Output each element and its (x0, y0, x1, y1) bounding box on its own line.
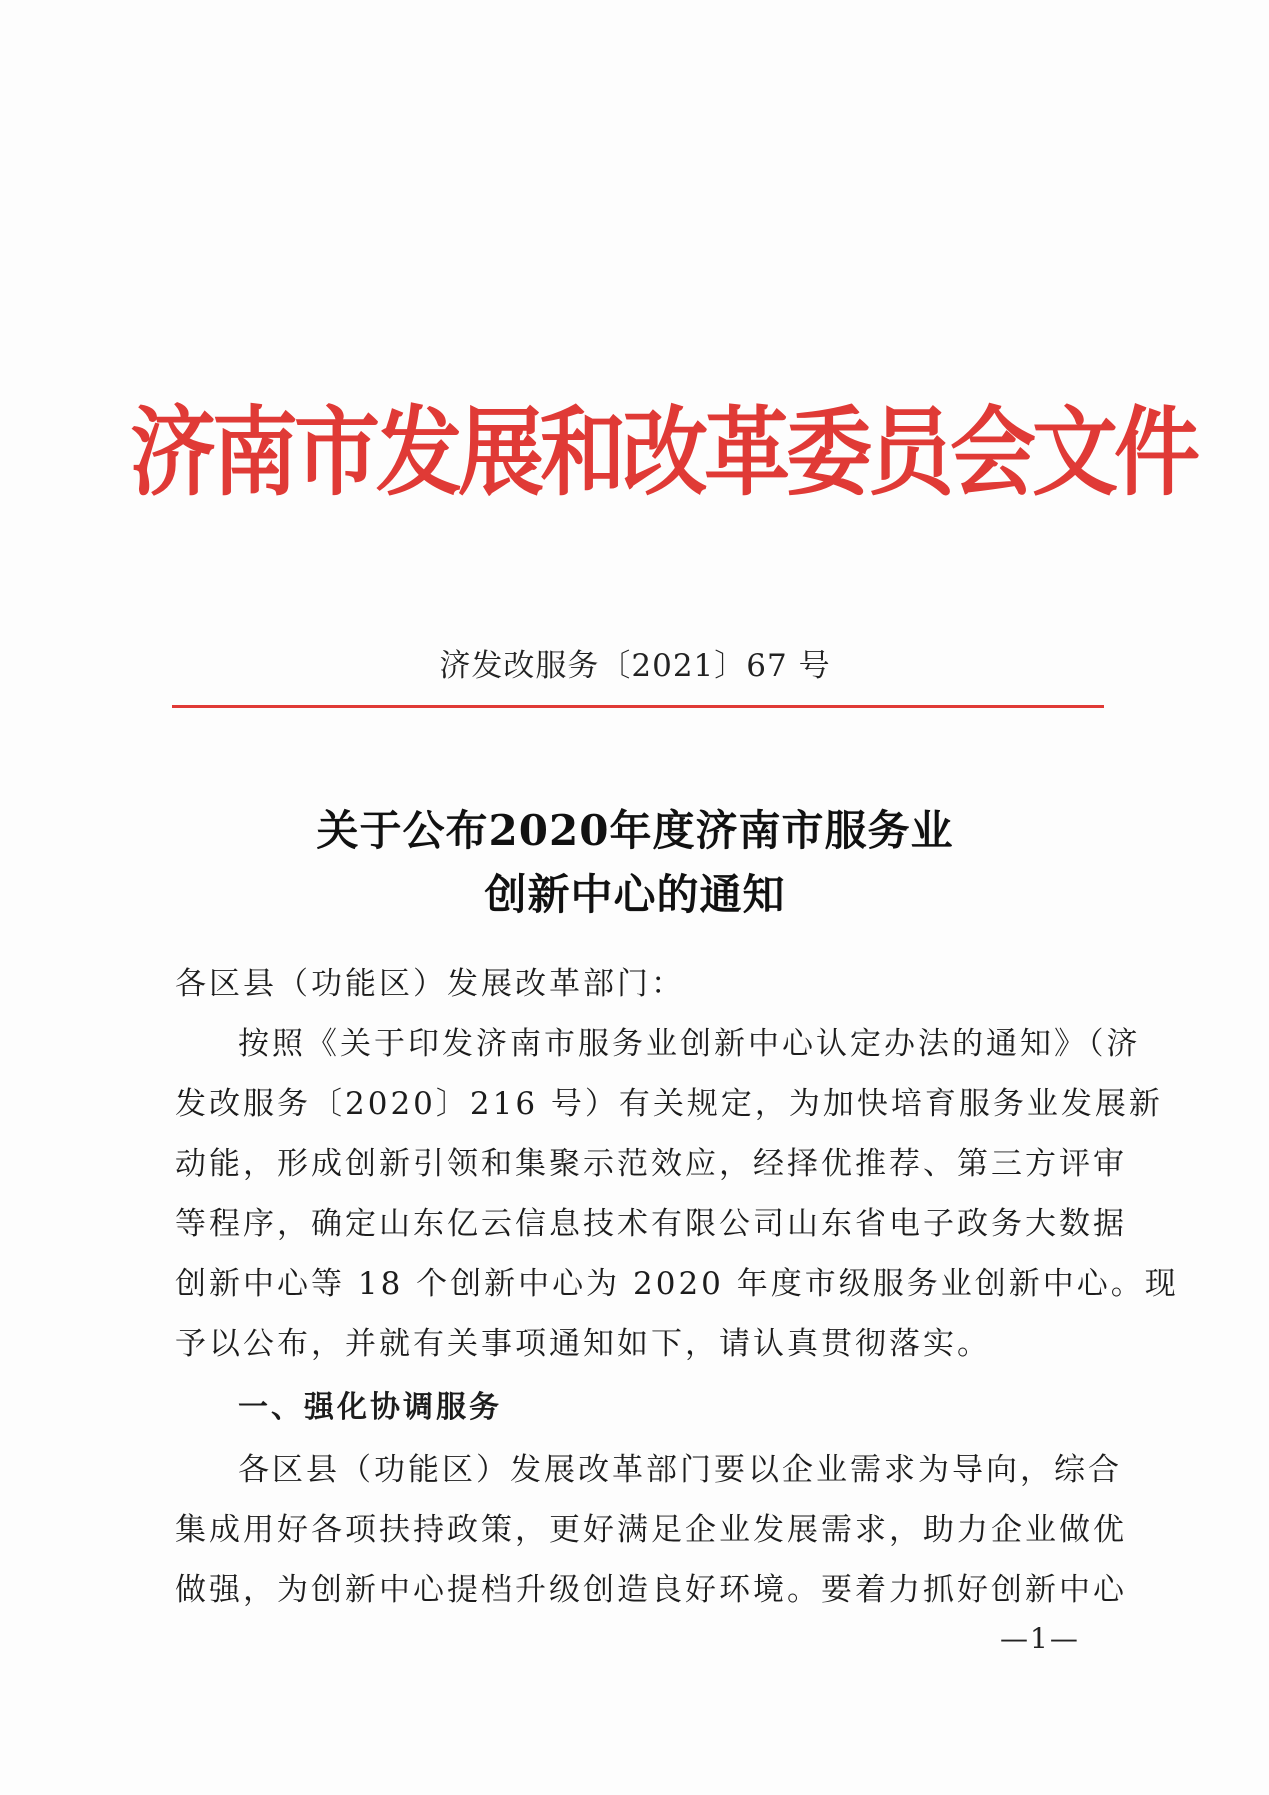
section-1-heading: 一、强化协调服务 (238, 1390, 502, 1425)
paragraph-2-line-3: 做强，为创新中心提档升级创造良好环境。要着力抓好创新中心 (175, 1572, 1127, 1608)
salutation: 各区县（功能区）发展改革部门： (175, 966, 685, 1002)
paragraph-1-line-5: 创新中心等 18 个创新中心为 2020 年度市级服务业创新中心。现 (175, 1266, 1179, 1302)
paragraph-1-line-6: 予以公布，并就有关事项通知如下，请认真贯彻落实。 (175, 1326, 991, 1362)
page-number: —1— (1000, 1622, 1080, 1655)
document-number: 济发改服务〔2021〕67 号 (439, 648, 831, 684)
paragraph-2-line-1: 各区县（功能区）发展改革部门要以企业需求为导向，综合 (238, 1452, 1122, 1488)
letterhead-title: 济南市发展和改革委员会文件 (130, 397, 1196, 510)
red-divider-rule (172, 705, 1104, 708)
paragraph-1-line-3: 动能，形成创新引领和集聚示范效应，经择优推荐、第三方评审 (175, 1146, 1127, 1182)
paragraph-1-line-4: 等程序，确定山东亿云信息技术有限公司山东省电子政务大数据 (175, 1206, 1127, 1242)
paragraph-2-line-2: 集成用好各项扶持政策，更好满足企业发展需求，助力企业做优 (175, 1512, 1127, 1548)
paragraph-1-line-1: 按照《关于印发济南市服务业创新中心认定办法的通知》（济 (238, 1026, 1141, 1062)
notice-title-line-2: 创新中心的通知 (484, 870, 786, 919)
notice-title-line-1: 关于公布2020年度济南市服务业 (316, 806, 954, 855)
paragraph-1-line-2: 发改服务〔2020〕216 号）有关规定，为加快培育服务业发展新 (175, 1086, 1163, 1122)
